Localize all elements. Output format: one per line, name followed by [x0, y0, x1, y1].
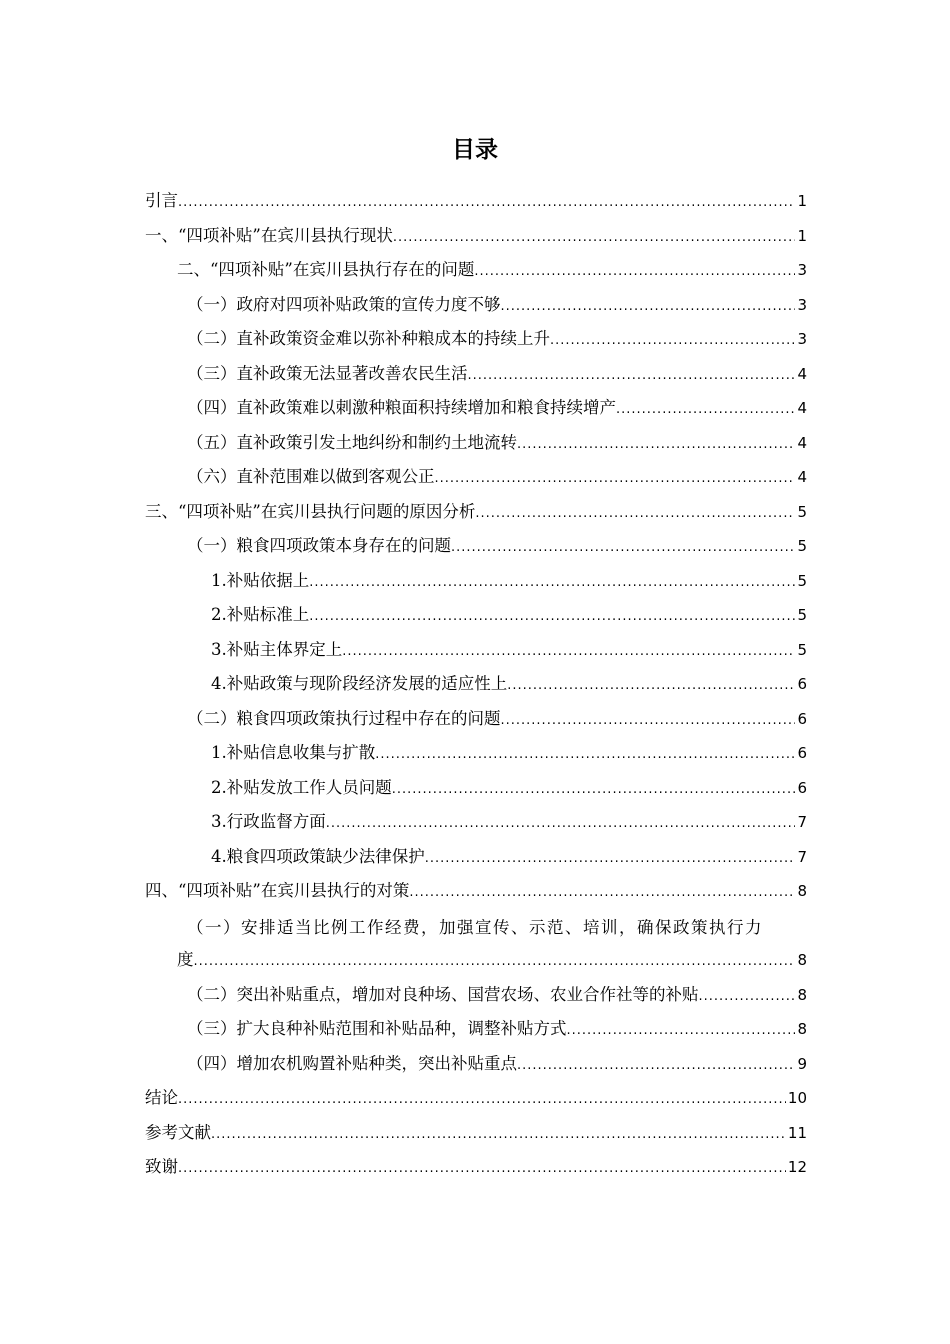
toc-leader-dots — [507, 671, 795, 701]
toc-entry-text: 4.粮食四项政策缺少法律保护 — [211, 846, 425, 866]
toc-leader-dots — [309, 602, 795, 632]
toc-leader-dots — [326, 809, 796, 839]
toc-entry-3-1[interactable] — [145, 531, 807, 566]
toc-entry-acknowledgements[interactable] — [145, 1152, 807, 1187]
toc-page-number: 8 — [797, 882, 807, 900]
toc-leader-dots — [178, 1154, 786, 1184]
toc-page-number: 5 — [797, 640, 807, 659]
toc-entry-3-1-4[interactable] — [145, 669, 807, 704]
toc-entry-2-2[interactable] — [145, 324, 807, 359]
toc-entry-3-1-1[interactable] — [145, 566, 807, 601]
table-of-contents — [145, 186, 807, 1187]
toc-leader-dots — [342, 637, 795, 667]
toc-entry-text: 四、“四项补贴”在宾川县执行的对策 — [145, 881, 410, 900]
toc-leader-dots — [393, 223, 796, 253]
toc-entry-text: 一、“四项补贴”在宾川县执行现状 — [145, 225, 393, 245]
toc-page-number: 5 — [797, 537, 807, 555]
toc-entry-text: （三）扩大良种补贴范围和补贴品种，调整补贴方式 — [187, 1019, 567, 1038]
toc-leader-dots — [392, 775, 796, 805]
toc-leader-dots — [425, 844, 796, 874]
toc-entry-text: （一）政府对四项补贴政策的宣传力度不够 — [187, 294, 501, 314]
toc-leader-dots — [375, 740, 795, 770]
toc-page-number: 8 — [797, 951, 807, 969]
toc-leader-dots — [468, 361, 796, 391]
toc-entry-section-4[interactable] — [145, 876, 807, 911]
toc-leader-dots — [501, 706, 796, 736]
toc-page-number: 8 — [797, 985, 807, 1004]
toc-leader-dots — [517, 1051, 795, 1081]
toc-page-number: 11 — [787, 1123, 807, 1142]
toc-entry-section-1[interactable] — [145, 221, 807, 256]
toc-entry-3-2-1[interactable] — [145, 738, 807, 773]
toc-leader-dots — [474, 257, 795, 287]
toc-entry-4-3[interactable] — [145, 1014, 807, 1049]
toc-entry-text: （二）直补政策资金难以弥补种粮成本的持续上升 — [187, 329, 550, 348]
toc-page-number: 5 — [797, 606, 807, 624]
toc-page-number: 6 — [797, 744, 807, 762]
toc-entry-2-6[interactable] — [145, 462, 807, 497]
toc-entry-3-1-2[interactable] — [145, 600, 807, 635]
toc-leader-dots — [517, 430, 795, 460]
toc-page-number: 6 — [797, 675, 807, 693]
toc-leader-dots — [567, 1016, 796, 1046]
toc-page-number: 7 — [797, 813, 807, 831]
toc-page-number: 3 — [797, 330, 807, 348]
toc-page-number: 4 — [797, 433, 807, 452]
toc-entry-text: 2.补贴标准上 — [211, 605, 310, 624]
toc-entry-text: 引言 — [145, 191, 178, 210]
toc-entry-text: 1.补贴信息收集与扩散 — [211, 743, 376, 762]
toc-leader-dots — [435, 464, 796, 494]
toc-leader-dots — [211, 1120, 786, 1150]
toc-entry-text: （四）增加农机购置补贴种类，突出补贴重点 — [187, 1053, 517, 1073]
toc-entry-text: 4.补贴政策与现阶段经济发展的适应性上 — [211, 674, 508, 693]
toc-entry-2-1[interactable] — [145, 290, 807, 325]
toc-entry-4-2[interactable] — [145, 980, 807, 1015]
toc-page-number: 5 — [797, 571, 807, 590]
toc-entry-3-2[interactable] — [145, 704, 807, 739]
toc-leader-dots — [550, 326, 795, 356]
toc-page-number: 5 — [797, 502, 807, 521]
toc-leader-dots — [451, 533, 795, 563]
toc-entry-section-3[interactable] — [145, 497, 807, 532]
toc-page-number: 4 — [797, 399, 807, 417]
toc-entry-text: 3.行政监督方面 — [211, 812, 326, 831]
toc-leader-dots — [501, 292, 796, 322]
toc-page-number: 12 — [787, 1158, 807, 1176]
toc-entry-text: 参考文献 — [145, 1122, 211, 1142]
toc-leader-dots — [409, 878, 795, 908]
toc-entry-conclusion[interactable] — [145, 1083, 807, 1118]
toc-entry-text: （五）直补政策引发土地纠纷和制约土地流转 — [187, 432, 517, 452]
toc-entry-text: 三、“四项补贴”在宾川县执行问题的原因分析 — [145, 501, 476, 521]
toc-page-number: 6 — [797, 778, 807, 797]
toc-page-number: 4 — [797, 364, 807, 383]
toc-leader-dots — [475, 499, 795, 529]
toc-entry-text: 3.补贴主体界定上 — [211, 639, 343, 659]
toc-leader-dots — [194, 947, 796, 977]
toc-entry-references[interactable] — [145, 1118, 807, 1153]
toc-leader-dots — [178, 1085, 786, 1115]
toc-entry-text-line1: （一）安排适当比例工作经费，加强宣传、示范、培训，确保政策执行力 — [187, 917, 763, 937]
toc-page-number: 6 — [797, 709, 807, 728]
toc-page-number: 7 — [797, 847, 807, 866]
toc-leader-dots — [309, 568, 795, 598]
toc-page-number: 3 — [797, 295, 807, 314]
toc-entry-text: （二）突出补贴重点，增加对良种场、国营农场、农业合作社等的补贴 — [187, 984, 699, 1004]
toc-entry-text: 1.补贴依据上 — [211, 570, 310, 590]
toc-page-number: 3 — [797, 261, 807, 279]
toc-entry-text: （三）直补政策无法显著改善农民生活 — [187, 363, 468, 383]
toc-entry-text: 二、“四项补贴”在宾川县执行存在的问题 — [177, 260, 475, 279]
toc-entry-text: 2.补贴发放工作人员问题 — [211, 777, 392, 797]
toc-entry-section-2[interactable] — [145, 255, 807, 290]
toc-page-number: 1 — [797, 192, 807, 210]
toc-entry-text: （二）粮食四项政策执行过程中存在的问题 — [187, 708, 501, 728]
toc-entry-text: 结论 — [145, 1088, 178, 1107]
toc-page-number: 10 — [787, 1089, 807, 1107]
toc-entry-2-4[interactable] — [145, 393, 807, 428]
toc-entry-4-4[interactable] — [145, 1049, 807, 1084]
toc-entry-text: （六）直补范围难以做到客观公正 — [187, 467, 435, 486]
toc-leader-dots — [178, 188, 795, 218]
toc-entry-text: 致谢 — [145, 1157, 178, 1176]
toc-entry-introduction[interactable] — [145, 186, 807, 221]
toc-page-number: 8 — [797, 1020, 807, 1038]
toc-entry-3-2-3[interactable] — [145, 807, 807, 842]
toc-entry-4-1[interactable] — [145, 911, 807, 980]
toc-entry-text: （四）直补政策难以刺激种粮面积持续增加和粮食持续增产 — [187, 398, 616, 417]
toc-page-number: 9 — [797, 1054, 807, 1073]
toc-entry-text-line2: 度 — [177, 950, 194, 969]
toc-entry-3-2-2[interactable] — [145, 773, 807, 808]
toc-entry-2-3[interactable] — [145, 359, 807, 394]
toc-entry-2-5[interactable] — [145, 428, 807, 463]
page-title: 目录 — [452, 137, 498, 163]
toc-entry-3-1-3[interactable] — [145, 635, 807, 670]
toc-page-number: 4 — [797, 468, 807, 486]
toc-leader-dots — [699, 982, 796, 1012]
toc-entry-3-2-4[interactable] — [145, 842, 807, 877]
toc-entry-text: （一）粮食四项政策本身存在的问题 — [187, 536, 451, 555]
toc-page-number: 1 — [797, 226, 807, 245]
toc-leader-dots — [616, 395, 795, 425]
